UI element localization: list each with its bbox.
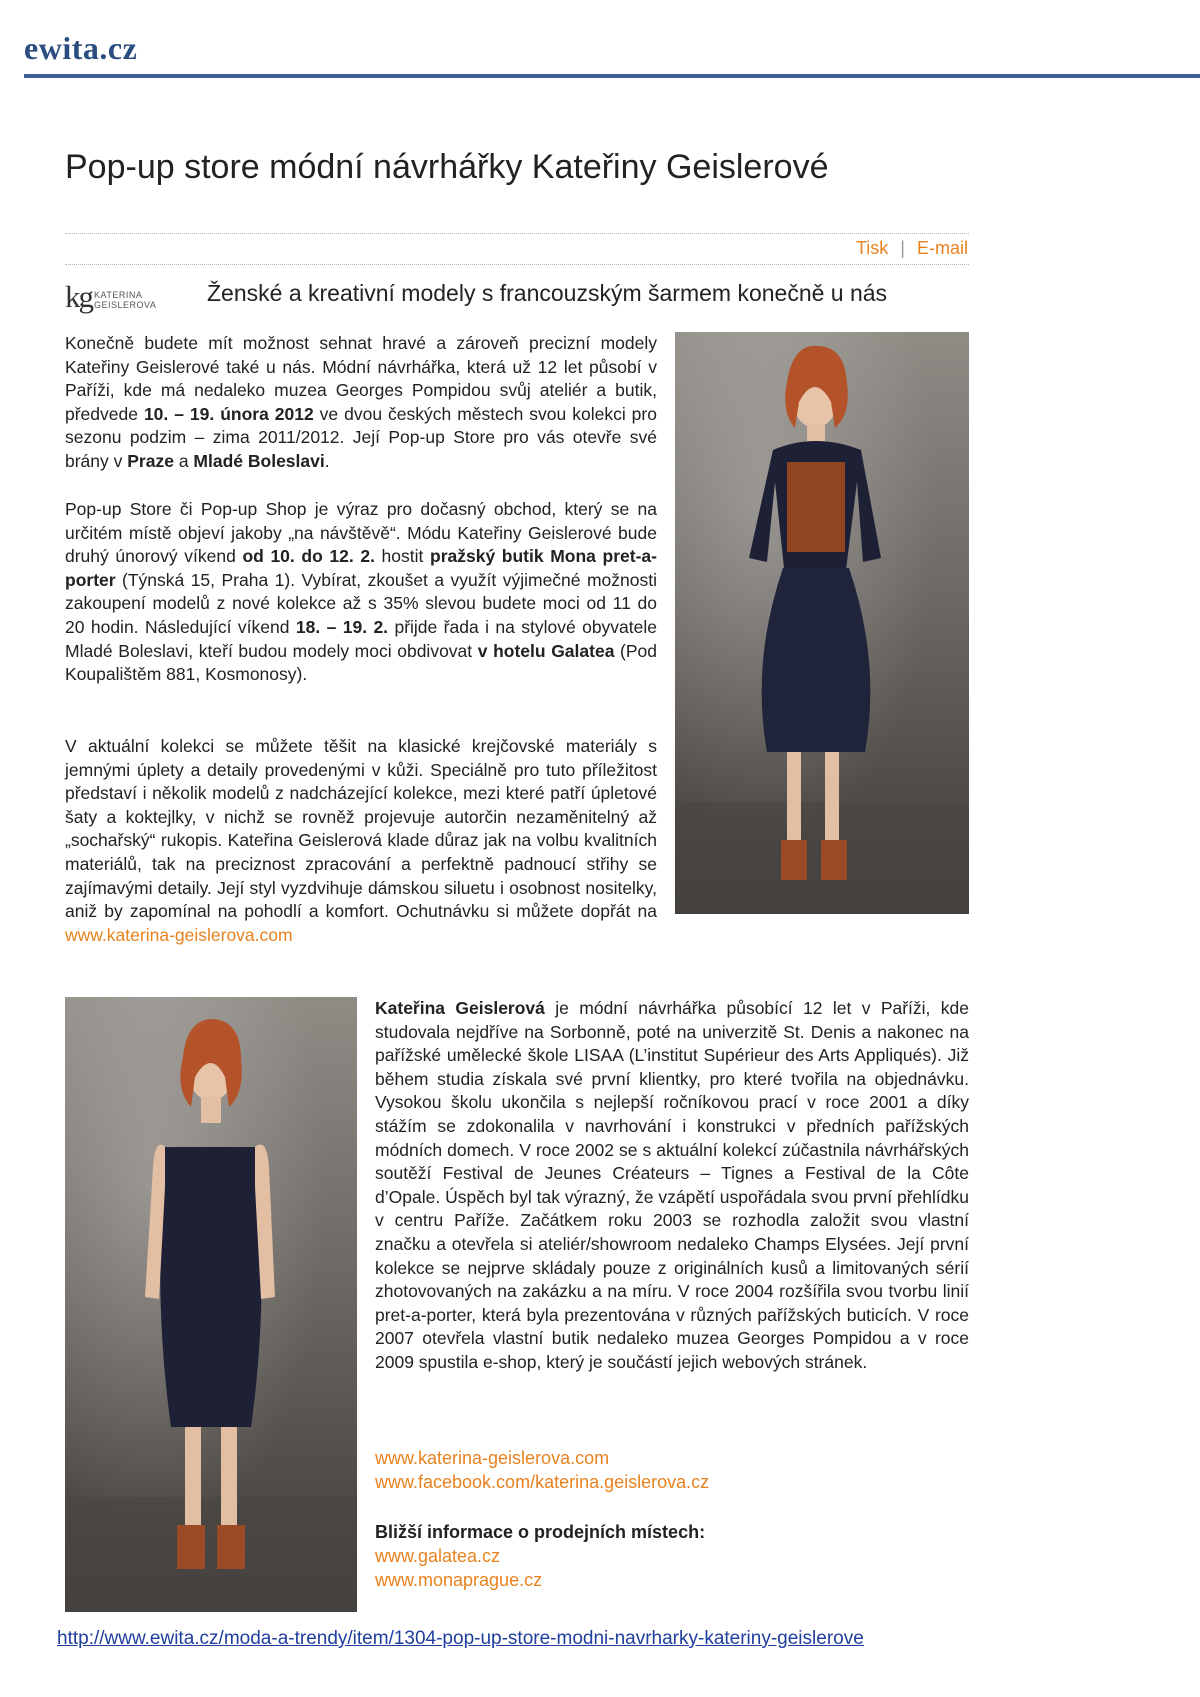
model-photo-navy-dress xyxy=(65,997,357,1612)
brand-logo-name-line2: GEISLEROVA xyxy=(94,300,157,310)
sales-info-block xyxy=(375,1520,705,1592)
paragraph-intro xyxy=(65,332,657,474)
mona-link[interactable]: www.monaprague.cz xyxy=(375,1570,543,1590)
toolbar-divider-top xyxy=(65,233,969,234)
p2-hotel: v hotelu Galatea xyxy=(477,640,615,661)
p1-city-prague: Praze xyxy=(127,450,174,471)
p2-boutique: pražský butik Mona pret-a-porter xyxy=(65,546,657,590)
model-photo-leather-top xyxy=(675,332,969,914)
bio-name: Kateřina Geislerová xyxy=(375,998,545,1018)
email-link[interactable]: E-mail xyxy=(916,238,968,258)
p2-text-1: Pop-up Store či Pop-up Shop je výraz pro dočasný obchod, který se na určitém místě objeví jakoby „na návštěvě“. Módu Kateřiny Geislerové bude druhý únorový víkend xyxy=(65,499,657,567)
paragraph-biography xyxy=(375,997,969,1375)
brand-row xyxy=(65,278,969,314)
p1-dates: 10. – 19. února 2012 xyxy=(143,403,314,424)
p2-dates-1: od 10. do 12. 2. xyxy=(242,546,375,567)
brand-logo-name-line1: KATERINA xyxy=(94,290,143,300)
p2-dates-2: 18. – 19. 2. xyxy=(295,616,389,637)
p2-text-3: (Týnská 15, Praha 1). Vybírat, zkoušet a využít výjimečné možnosti zakoupení modelů z nové kolekce až s 35% slevou budete moci od 11 do 20 hodin. Následující víkend xyxy=(65,569,657,637)
model-figure-2-illustration xyxy=(65,997,357,1612)
article-subtitle: Ženské a kreativní modely s francouzským šarmem konečně u nás xyxy=(207,280,888,306)
p1-text-3: a xyxy=(173,450,194,471)
sales-info-heading: Bližší informace o prodejních místech: xyxy=(375,1522,706,1542)
bio-text: je módní návrhářka působící 12 let v Paříži, kde studovala nejdříve na Sorbonně, poté na univerzitě St. Denis a nakonec na pařížské umělecké škole LISAA (L’institut Supérieur des Arts Appliqués). Již během studia získala své první klientky, pro které tvořila na objednávku. Vysokou školu ukončila s nejlepší ročníkovou prací v roce 2001 a díky stážím se zdokonalila v navrhování i konstrukci v předních pařížských módních domech. V roce 2002 se s aktuální kolekcí zúčastnila návrhářských soutěží Festival de Jeunes Créateurs – Tignes a Festival de la Côte d’Opale. Úspěch byl tak výrazný, že vzápětí uspořádala svou první přehlídku v centru Paříže. Začátkem roku 2003 se rozhodla založit svou vlastní značku a otevřela si ateliér/showroom nedaleko Champs Elysées. Její první kolekce se nejprve skládaly pouze z originálních kusů a limitovaných sérií zhotovovaných na zakázku a na míru. V roce 2004 rozšířila svou tvorbu linií pret-a-porter, která byla prezentována v různých pařížských buticích. V roce 2007 otevřela vlastní butik nedaleko muzea Georges Pompidou a v roce 2009 spustila e-shop, který je součástí jejich webových stránek. xyxy=(375,998,970,1372)
paragraph-collection xyxy=(65,735,657,947)
brand-logo-initials: kg xyxy=(65,279,92,314)
p1-text-2: ve dvou českých městech svou kolekci pro sezonu podzim – zima 2011/2012. Její Pop-up Store pro vás otevře své brány v xyxy=(65,403,657,471)
website-link[interactable]: www.katerina-geislerova.com xyxy=(375,1448,610,1468)
print-link[interactable]: Tisk xyxy=(855,238,889,258)
p1-text-4: . xyxy=(324,450,330,471)
p1-text-1: Konečně budete mít možnost sehnat hravé a zároveň precizní modely Kateřiny Geislerové také u nás. Módní návrhářka, která už 12 let působí v Paříži, kde má nedaleko muzea Georges Pompidou svůj ateliér a butik, předvede xyxy=(65,333,657,424)
p2-text-2: hostit xyxy=(374,546,430,567)
toolbar-divider-bottom xyxy=(65,264,969,265)
p3-text: V aktuální kolekci se můžete těšit na klasické krejčovské materiály s jemnými úplety a detaily provedenými v kůži. Speciálně pro tuto příležitost představí i několik modelů z nadcházející kolekce, mezi které patří úpletové šaty a koktejlky, v nichž se rovněž projevuje autorčin nezaměnitelný až „sochařský“ rukopis. Kateřina Geislerová klade důraz jak na volbu kvalitních materiálů, tak na preciznost zpracování a perfektně padnoucí střihy se zajímavými detaily. Její styl vyzdvihuje dámskou siluetu i osobnost nositelky, aniž by zapomínal na pohodlí a komfort. Ochutnávku si můžete dopřát na xyxy=(65,736,657,922)
toolbar-separator: | xyxy=(900,238,905,258)
source-url-link[interactable]: http://www.ewita.cz/moda-a-trendy/item/1304-pop-up-store-modni-navrharky-kateriny-geislerove xyxy=(57,1628,864,1649)
article-title: Pop-up store módní návrhářky Kateřiny Geislerové xyxy=(65,148,829,186)
site-header xyxy=(24,30,137,67)
website-link-inline[interactable]: www.katerina-geislerova.com xyxy=(65,924,293,945)
brand-logo-name xyxy=(94,290,156,310)
galatea-link[interactable]: www.galatea.cz xyxy=(375,1546,501,1566)
paragraph-popup-store xyxy=(65,498,657,687)
p2-text-5: (Pod Koupalištěm 881, Kosmonosy). xyxy=(65,640,658,685)
p2-text-4: přijde řada i na stylové obyvatele Mladé Boleslavi, kteří budou modely moci obdivovat xyxy=(65,616,658,661)
links-block xyxy=(375,1446,709,1494)
article-toolbar xyxy=(856,238,968,259)
brand-logo xyxy=(65,278,156,312)
model-figure-1-illustration xyxy=(675,332,969,914)
facebook-link[interactable]: www.facebook.com/katerina.geislerova.cz xyxy=(375,1472,710,1492)
p1-city-boleslav: Mladé Boleslavi xyxy=(193,450,325,471)
site-logo[interactable]: ewita.cz xyxy=(24,30,138,66)
header-rule xyxy=(24,74,1200,78)
